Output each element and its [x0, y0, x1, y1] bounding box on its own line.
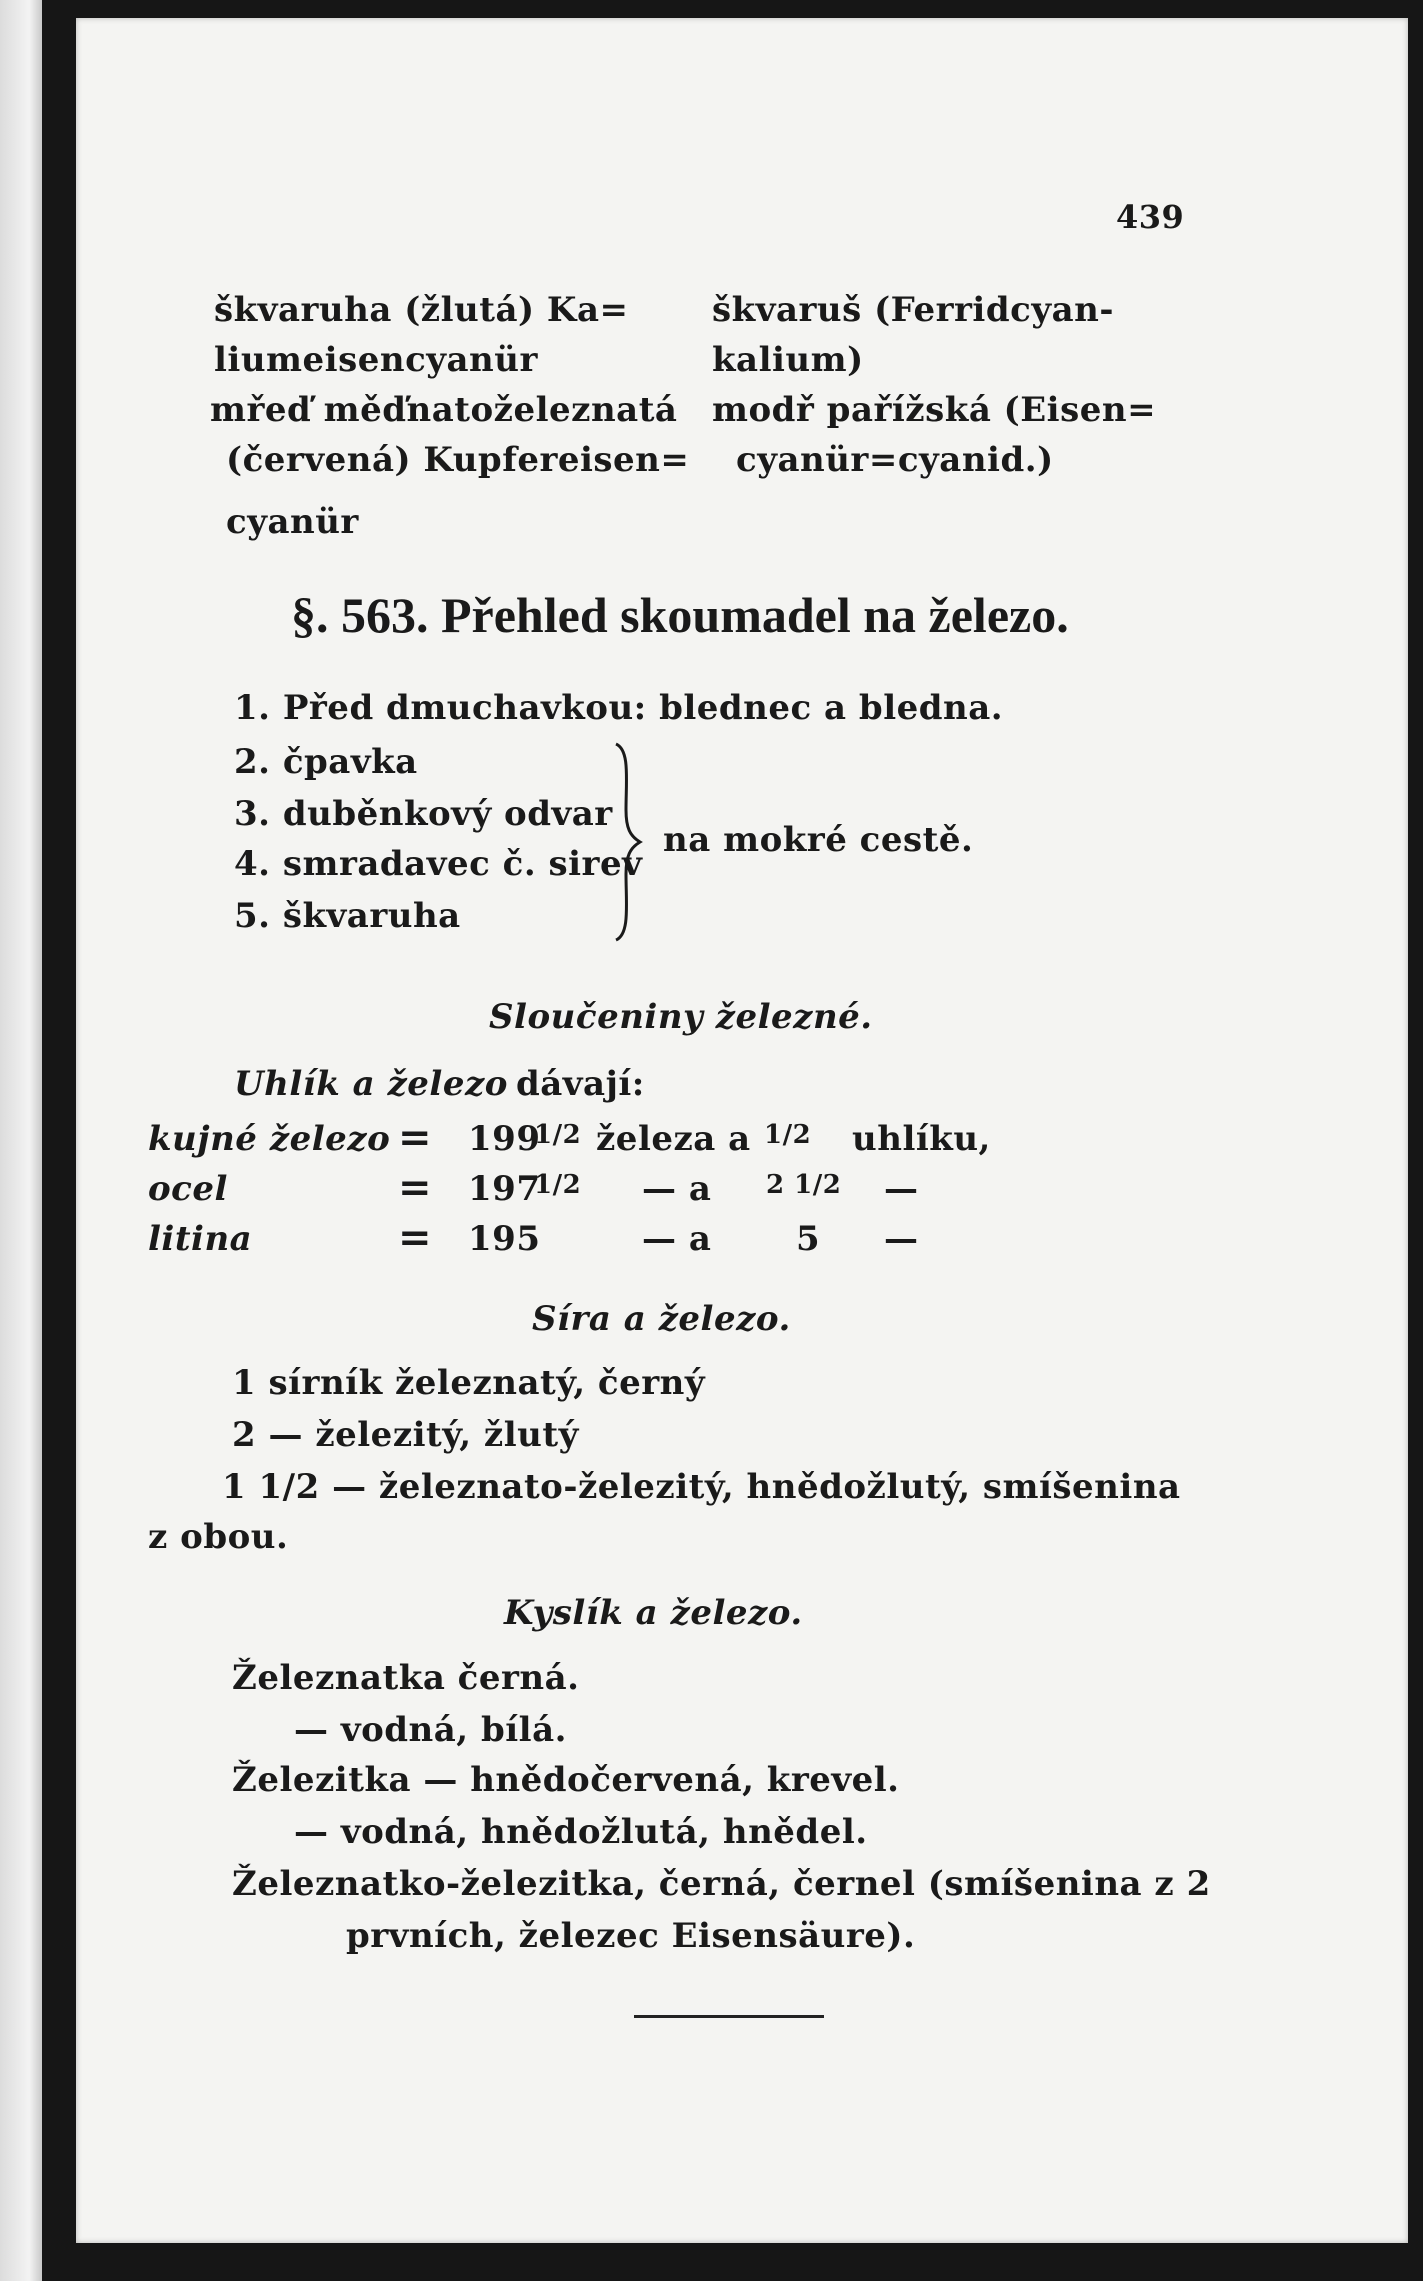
- carbon-row-frac: 1/2: [534, 1170, 582, 1200]
- oxygen-line-6: prvních, železec Eisensäure).: [346, 1916, 916, 1956]
- carbon-row-name: kujné železo: [148, 1119, 391, 1159]
- entry-left-3: mřeď měďnatoželeznatá: [210, 390, 678, 430]
- sulfur-line-1: 1 sírník železnatý, černý: [232, 1363, 706, 1403]
- entry-right-4: cyanür=cyanid.): [736, 440, 1054, 480]
- oxygen-line-5: Železnatko-železitka, černá, černel (smíšenina z 2: [232, 1864, 1211, 1904]
- section-heading: §. 563. Přehled skoumadel na železo.: [291, 587, 1069, 643]
- sulfur-line-4: z obou.: [148, 1517, 289, 1557]
- carbon-row-iron: 199: [468, 1119, 541, 1159]
- reagent-line-1: 1. Před dmuchavkou: blednec a bledna.: [234, 688, 1004, 728]
- carbon-row-iron: 195: [468, 1219, 541, 1259]
- reagent-item-2: 2. čpavka: [234, 742, 418, 782]
- book-page: [76, 18, 1408, 2243]
- carbon-row-frac: 1/2: [534, 1120, 582, 1150]
- entry-left-1: škvaruha (žlutá) Ka=: [214, 290, 629, 330]
- carbon-row-name: litina: [148, 1219, 253, 1259]
- carbon-row-eq: =: [398, 1214, 433, 1261]
- oxygen-line-1: Železnatka černá.: [232, 1658, 580, 1698]
- carbon-row-rest: —: [884, 1219, 919, 1259]
- compounds-title: Sloučeniny železné.: [489, 997, 873, 1037]
- entry-right-3: modř pařížská (Eisen=: [712, 390, 1157, 430]
- entry-left-4: (červená) Kupfereisen=: [226, 440, 690, 480]
- oxygen-line-4: — vodná, hnědožlutá, hnědel.: [294, 1812, 868, 1852]
- carbon-row-iron: 197: [468, 1169, 541, 1209]
- carbon-row-name: ocel: [148, 1169, 228, 1209]
- carbon-row-word: železa a: [596, 1119, 751, 1159]
- previous-page-edge: [0, 0, 42, 2281]
- carbon-intro-italic: Uhlík a železo: [234, 1064, 508, 1104]
- oxygen-line-2: — vodná, bílá.: [294, 1710, 567, 1750]
- carbon-row-word: — a: [642, 1219, 712, 1259]
- carbon-row-eq: =: [398, 1164, 433, 1211]
- carbon-row-word: — a: [642, 1169, 712, 1209]
- carbon-row-carbon: 5: [796, 1219, 821, 1259]
- reagent-item-5: 5. škvaruha: [234, 896, 461, 936]
- carbon-row-eq: =: [398, 1114, 433, 1161]
- oxygen-line-3: Železitka — hnědočervená, krevel.: [232, 1760, 900, 1800]
- entry-right-2: kalium): [712, 340, 864, 380]
- wet-way-label: na mokré cestě.: [663, 820, 974, 860]
- carbon-intro-rest: dávají:: [516, 1064, 645, 1104]
- sulfur-title: Síra a železo.: [532, 1299, 791, 1339]
- carbon-row-rest: uhlíku,: [852, 1119, 991, 1159]
- reagent-item-4: 4. smradavec č. sirev: [234, 844, 643, 884]
- sulfur-line-3: 1 1/2 — železnato-železitý, hnědožlutý, smíšenina: [222, 1467, 1181, 1507]
- carbon-row-rest: —: [884, 1169, 919, 1209]
- reagent-item-3: 3. duběnkový odvar: [234, 794, 613, 834]
- page-number: 439: [1116, 198, 1185, 236]
- carbon-row-carbon: 2 1/2: [766, 1170, 842, 1200]
- carbon-row-carbon: 1/2: [764, 1120, 812, 1150]
- sulfur-line-2: 2 — železitý, žlutý: [232, 1415, 579, 1455]
- closing-rule: [634, 2015, 824, 2018]
- curly-brace: [608, 740, 658, 944]
- entry-left-5: cyanür: [226, 502, 359, 542]
- entry-right-1: škvaruš (Ferridcyan-: [712, 290, 1114, 330]
- entry-left-2: liumeisencyanür: [214, 340, 538, 380]
- oxygen-title: Kyslík a železo.: [504, 1593, 803, 1633]
